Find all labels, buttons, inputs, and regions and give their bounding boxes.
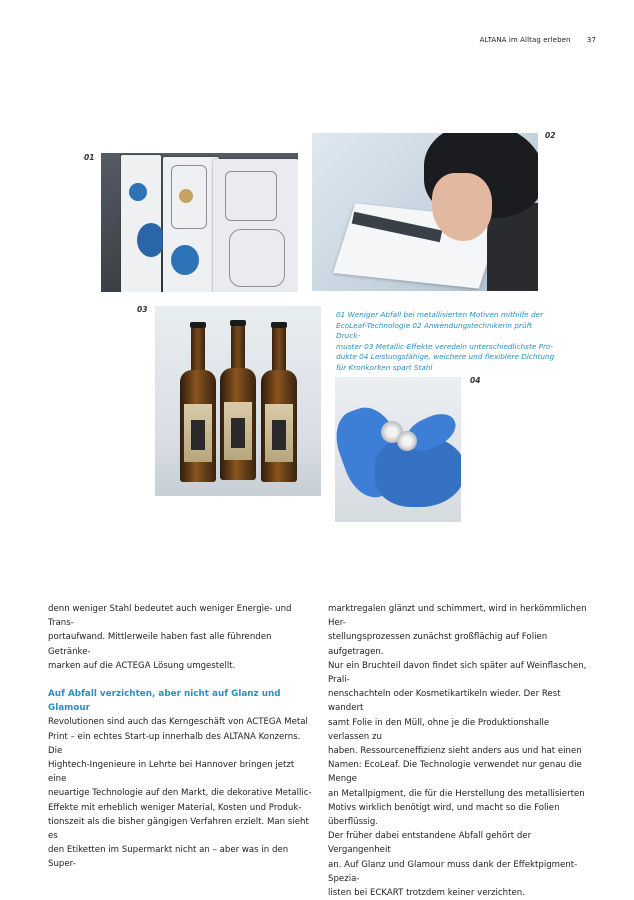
- body-line: Nur ein Bruchteil davon findet sich später auf Weinflaschen, Prali-: [328, 660, 587, 686]
- body-column-left: [48, 602, 313, 872]
- body-line: den Etiketten im Supermarkt nicht an – aber was in den Super-: [48, 845, 289, 870]
- body-line: haben. Ressourceneffizienz sieht anders aus und hat einen: [328, 746, 582, 757]
- body-line: marken auf die ACTEGA Lösung umgestellt.: [48, 660, 236, 671]
- caption-line: muster 03 Metallic-Effekte veredeln unterschiedlichste Pro-: [336, 341, 554, 351]
- figure-number-02: 02: [545, 131, 556, 140]
- body-line: Namen: EcoLeaf. Die Technologie verwendet nur genau die Menge: [328, 760, 582, 785]
- caption-line: EcoLeaf-Technologie 02 Anwendungstechnikerin prüft Druck-: [336, 320, 533, 341]
- figure-number-01: 01: [84, 153, 95, 162]
- body-line: tionszeit als die bisher gängigen Verfahren erzielt. Man sieht es: [48, 816, 309, 842]
- figure-caption: [336, 310, 558, 374]
- figure-number-03: 03: [137, 305, 148, 314]
- body-line: stellungsprozessen zunächst großflächig auf Folien aufgetragen.: [328, 632, 548, 657]
- page-number: 37: [586, 36, 596, 44]
- section-subheading: Auf Abfall verzichten, aber nicht auf Glanz und Glamour: [48, 689, 281, 714]
- body-line: portaufwand. Mittlerweile haben fast alle führenden Getränke-: [48, 632, 272, 657]
- ecoleaf-labels-photo: [101, 153, 298, 292]
- body-line: Effekte mit erheblich weniger Material, Kosten und Produk-: [48, 802, 302, 813]
- body-line: Motivs wirklich benötigt wird, und macht so die Folien überflüssig.: [328, 802, 560, 828]
- gloved-hand-crown-caps-photo: [335, 377, 461, 522]
- body-line: listen bei ECKART trotzdem keiner verzichten.: [328, 888, 525, 899]
- caption-line: für Kronkorken spart Stahl: [336, 362, 433, 372]
- body-line: an. Auf Glanz und Glamour muss dank der Effektpigment-Spezia-: [328, 859, 578, 884]
- running-header: [480, 36, 596, 44]
- body-line: samt Folie in den Müll, ohne je die Produktionshalle verlassen zu: [328, 717, 550, 742]
- body-line: denn weniger Stahl bedeutet auch weniger Energie- und Trans-: [48, 604, 292, 629]
- body-line: nenschachteln oder Kosmetikartikeln wieder. Der Rest wandert: [328, 689, 561, 714]
- body-column-right: [328, 602, 593, 900]
- beer-bottles-photo: [155, 306, 321, 496]
- caption-line: 01 Weniger Abfall bei metallisierten Motiven mithilfe der: [336, 310, 544, 319]
- body-line: Der früher dabei entstandene Abfall gehört der Vergangenheit: [328, 831, 532, 856]
- woman-inspecting-print-photo: [312, 133, 538, 291]
- body-line: Revolutionen sind auch das Kerngeschäft von ACTEGA Metal: [48, 717, 308, 728]
- figure-number-04: 04: [470, 376, 481, 385]
- header-title: ALTANA im Alltag erleben: [479, 36, 571, 44]
- body-line: neuartige Technologie auf den Markt, die dekorative Metallic-: [48, 788, 312, 799]
- body-line: Hightech-Ingenieure in Lehrte bei Hannover bringen jetzt eine: [48, 760, 295, 785]
- body-line: an Metallpigment, die für die Herstellung des metallisierten: [328, 788, 585, 799]
- caption-line: dukte 04 Leistungsfähige, weichere und flexiblere Dichtung: [336, 352, 555, 362]
- body-line: Print – ein echtes Start-up innerhalb des ALTANA Konzerns. Die: [48, 731, 301, 756]
- body-line: marktregalen glänzt und schimmert, wird in herkömmlichen Her-: [328, 604, 587, 629]
